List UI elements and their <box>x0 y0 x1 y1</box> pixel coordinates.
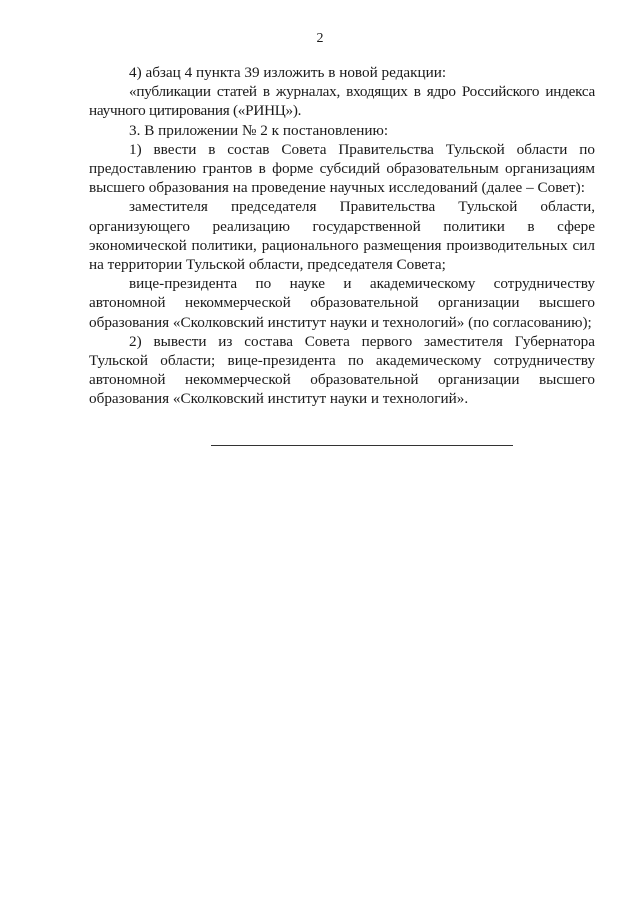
document-body <box>89 63 595 409</box>
paragraph-amendment-text: «публикации статей в журналах, входящих в ядро Российского индекса научного цитирования («РИНЦ»). <box>89 83 595 120</box>
paragraph-remove-members: 2) вывести из состава Совета первого заместителя Губернатора Тульской области; вице-президента по академическому сотрудничеству автономной некоммерческой образовательной организации высшего образования «Сколковский институт науки и технологий». <box>89 332 595 408</box>
paragraph-introduce-members: 1) ввести в состав Совета Правительства Тульской области по предоставлению грантов в форме субсидий образовательным организациям высшего образования на проведение научных исследований (далее – Совет): <box>89 140 595 197</box>
page-number: 2 <box>316 31 324 46</box>
paragraph-vice-president-science: вице-президента по науке и академическому сотрудничеству автономной некоммерческой образовательной организации высшего образования «Сколковский институт науки и технологий» (по согласованию); <box>89 275 595 331</box>
paragraph-amendment-item-4: 4) абзац 4 пункта 39 изложить в новой редакции: <box>129 64 447 81</box>
closing-rule <box>211 445 513 446</box>
paragraph-deputy-chairman: заместителя председателя Правительства Тульской области, организующего реализацию государственной политики в сфере экономической политики, рационального размещения производительных сил на территории Тульской области, председателя Совета; <box>89 198 595 274</box>
paragraph-appendix-2: 3. В приложении № 2 к постановлению: <box>129 121 389 139</box>
